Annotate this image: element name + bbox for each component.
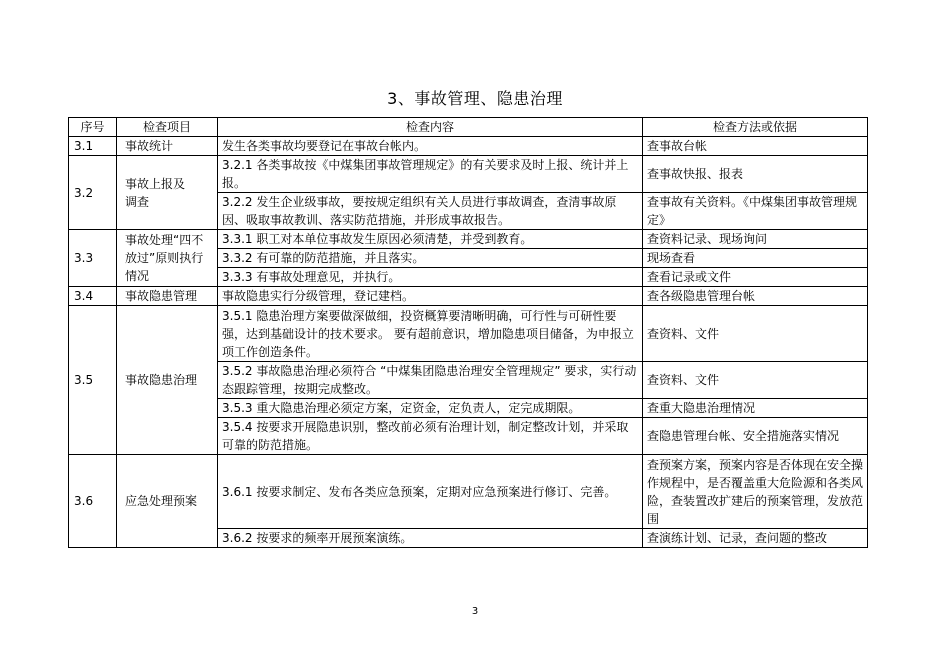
row-method: 查事故快报、报表 (643, 156, 868, 193)
table-row (69, 287, 868, 306)
row-method: 现场查看 (643, 249, 868, 268)
row-item: 事故处理“四不放过”原则执行情况 (117, 230, 218, 287)
row-content: 事故隐患实行分级管理，登记建档。 (218, 287, 643, 306)
row-no: 3.6 (69, 455, 117, 548)
row-content: 3.5.2 事故隐患治理必须符合 “中煤集团隐患治理安全管理规定” 要求，实行动态跟踪管理，按期完成整改。 (218, 362, 643, 399)
header-content: 检查内容 (218, 118, 643, 137)
row-no: 3.1 (69, 137, 117, 156)
row-content: 3.3.1 职工对本单位事故发生原因必须清楚，并受到教育。 (218, 230, 643, 249)
row-item: 事故上报及调查 (117, 156, 218, 230)
row-method: 查事故有关资料。《中煤集团事故管理规定》 (643, 193, 868, 230)
row-content: 3.5.4 按要求开展隐患识别，整改前必须有治理计划，制定整改计划，并采取可靠的防范措施。 (218, 418, 643, 455)
row-no: 3.3 (69, 230, 117, 287)
row-item: 事故统计 (117, 137, 218, 156)
row-content: 3.5.3 重大隐患治理必须定方案，定资金，定负责人，定完成期限。 (218, 399, 643, 418)
row-item: 事故隐患治理 (117, 306, 218, 455)
row-method: 查隐患管理台帐、安全措施落实情况 (643, 418, 868, 455)
row-method: 查演练计划、记录，查问题的整改 (643, 529, 868, 548)
row-method: 查看记录或文件 (643, 268, 868, 287)
page-number: 3 (471, 606, 479, 617)
row-method: 查资料记录、现场询问 (643, 230, 868, 249)
row-item: 事故隐患管理 (117, 287, 218, 306)
inspection-table (68, 117, 868, 548)
row-no: 3.4 (69, 287, 117, 306)
table-header-row (69, 118, 868, 137)
table-row (69, 230, 868, 249)
table-row (69, 156, 868, 193)
row-content: 3.5.1 隐患治理方案要做深做细，投资概算要清晰明确，可行性与可研性要强，达到基础设计的技术要求。 要有超前意识，增加隐患项目储备，为申报立项工作创造条件。 (218, 306, 643, 362)
row-method: 查各级隐患管理台帐 (643, 287, 868, 306)
page-title: 3、事故管理、隐患治理 (387, 89, 563, 108)
row-method: 查资料、文件 (643, 306, 868, 362)
row-method: 查重大隐患治理情况 (643, 399, 868, 418)
row-content: 3.3.3 有事故处理意见，并执行。 (218, 268, 643, 287)
row-no: 3.5 (69, 306, 117, 455)
row-content: 3.6.2 按要求的频率开展预案演练。 (218, 529, 643, 548)
row-no: 3.2 (69, 156, 117, 230)
header-item: 检查项目 (117, 118, 218, 137)
row-content: 3.3.2 有可靠的防范措施，并且落实。 (218, 249, 643, 268)
row-method: 查事故台帐 (643, 137, 868, 156)
row-content: 3.2.2 发生企业级事故，要按规定组织有关人员进行事故调查，查清事故原因、吸取事故教训、落实防范措施，并形成事故报告。 (218, 193, 643, 230)
table-row (69, 137, 868, 156)
header-no: 序号 (69, 118, 117, 137)
table-row (69, 455, 868, 529)
row-content: 3.6.1 按要求制定、发布各类应急预案，定期对应急预案进行修订、完善。 (218, 455, 643, 529)
row-item: 应急处理预案 (117, 455, 218, 548)
table-row (69, 306, 868, 362)
row-method: 查预案方案，预案内容是否体现在安全操作规程中，是否覆盖重大危险源和各类风险，查装置改扩建后的预案管理，发放范围 (643, 455, 868, 529)
row-content: 3.2.1 各类事故按《中煤集团事故管理规定》的有关要求及时上报、统计并上报。 (218, 156, 643, 193)
row-content: 发生各类事故均要登记在事故台帐内。 (218, 137, 643, 156)
header-method: 检查方法或依据 (643, 118, 868, 137)
row-method: 查资料、文件 (643, 362, 868, 399)
